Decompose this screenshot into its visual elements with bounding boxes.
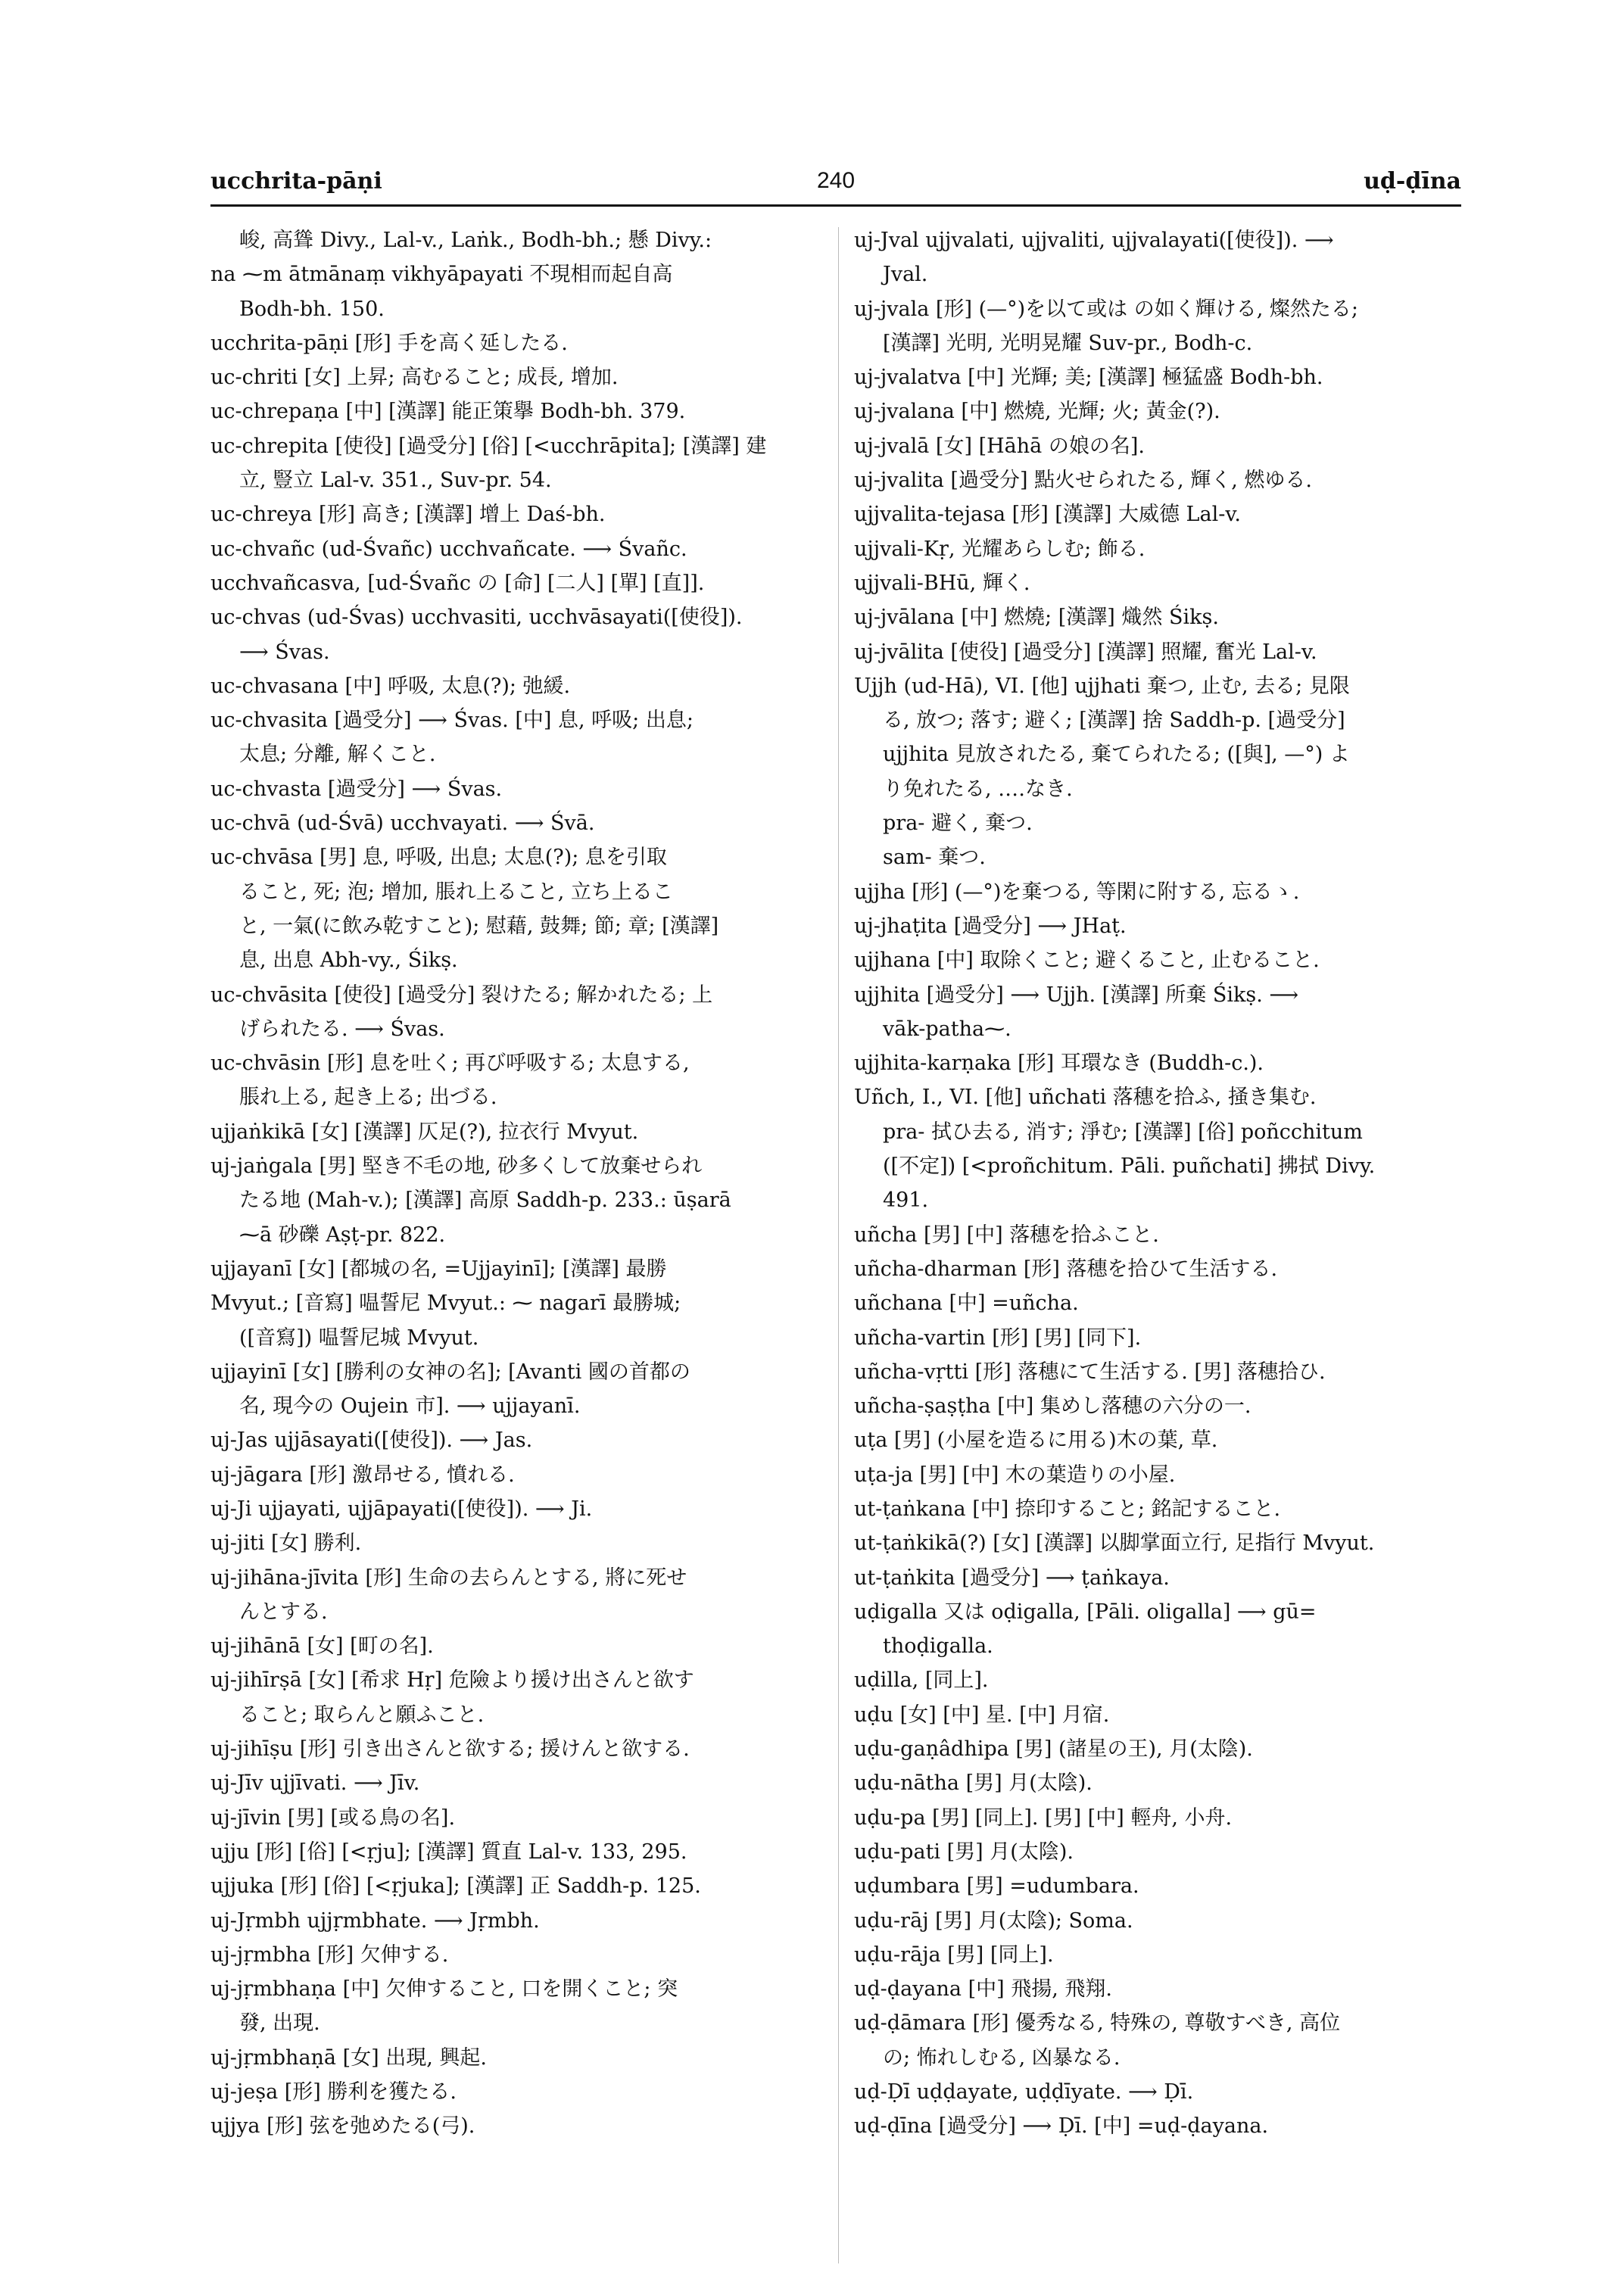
dictionary-line: uj-jvala [形] (—°)を以て或は の如く輝ける, 燦然たる;	[854, 297, 1358, 321]
header-rule	[210, 204, 1461, 207]
dictionary-line: ut-ṭaṅkikā(?) [女] [漢譯] 以脚掌面立行, 足指行 Mvyut.	[854, 1531, 1375, 1556]
page-header	[210, 168, 1461, 198]
dictionary-line: uñcha [男] [中] 落穗を拾ふこと.	[854, 1223, 1159, 1247]
dictionary-line: ujjvali-Kṛ, 光耀あらしむ; 飾る.	[854, 537, 1146, 561]
dictionary-line: uḍu [女] [中] 星. [中] 月宿.	[854, 1703, 1110, 1727]
dictionary-line: uj-jvālita [使役] [過受分] [漢譯] 照耀, 奮光 Lal-v.	[854, 640, 1317, 664]
dictionary-line: ut-ṭaṅkana [中] 捺印すること; 銘記すること.	[854, 1497, 1281, 1521]
dictionary-line: ⟶ Śvas.	[239, 640, 330, 664]
dictionary-line: ucchvañcasva, [ud-Śvañc の [命] [二人] [單] [直]].	[210, 571, 705, 595]
dictionary-line: uj-jhaṭita [過受分] ⟶ JHaṭ.	[854, 914, 1127, 938]
dictionary-line: uj-jaṅgala [男] 堅き不毛の地, 砂多くして放棄せられ	[210, 1154, 703, 1179]
dictionary-line: uj-jṛmbhaṇa [中] 欠伸すること, 口を開くこと; 突	[210, 1977, 678, 2002]
dictionary-line: ujjvali-BHū, 輝く.	[854, 571, 1030, 595]
dictionary-line: uṭa-ja [男] [中] 木の葉造りの小屋.	[854, 1463, 1176, 1487]
dictionary-line: 名, 現今の Oujein 市]. ⟶ ujjayanī.	[239, 1394, 581, 1419]
dictionary-line: uj-jeṣa [形] 勝利を獲たる.	[210, 2080, 457, 2105]
dictionary-line: uc-chrepita [使役] [過受分] [俗] [<ucchrāpita]; [漢譯] 建	[210, 434, 767, 458]
dictionary-line: uḍ-ḍayana [中] 飛揚, 飛翔.	[854, 1977, 1112, 2002]
dictionary-line: uj-jīvin [男] [或る鳥の名].	[210, 1805, 456, 1830]
dictionary-line: uj-jvalatva [中] 光輝; 美; [漢譯] 極猛盛 Bodh-bh.	[854, 366, 1323, 390]
dictionary-line: Mvyut.; [音寫] 嗢誓尼 Mvyut.: ⁓ nagarī 最勝城;	[210, 1291, 681, 1316]
dictionary-line: ujjaṅkikā [女] [漢譯] 仄足(?), 拉衣行 Mvyut.	[210, 1120, 639, 1144]
dictionary-line: uj-jihānā [女] [町の名].	[210, 1634, 434, 1659]
dictionary-line: sam- 棄つ.	[883, 846, 986, 870]
dictionary-line: uj-Jīv ujjīvati. ⟶ Jīv.	[210, 1771, 420, 1796]
dictionary-line: uḍilla, [同上].	[854, 1668, 989, 1693]
dictionary-line: uḍigalla 又は oḍigalla, [Pāli. oligalla] ⟶ gū=	[854, 1600, 1317, 1624]
dictionary-line: uc-chvāsa [男] 息, 呼吸, 出息; 太息(?); 息を引取	[210, 846, 667, 870]
dictionary-line: uḍu-gaṇâdhipa [男] (諸星の王), 月(太陰).	[854, 1737, 1253, 1762]
page-number: 240	[816, 168, 856, 193]
dictionary-line: ujjuka [形] [俗] [<ṛjuka]; [漢譯] 正 Saddh-p. 125.	[210, 1874, 701, 1899]
dictionary-line: 峻, 高聳 Divy., Lal-v., Laṅk., Bodh-bh.; 懸 Divy.:	[239, 229, 712, 252]
dictionary-line: ujjhana [中] 取除くこと; 避くること, 止むること.	[854, 949, 1320, 973]
dictionary-line: thoḍigalla.	[883, 1634, 993, 1659]
dictionary-line: uj-jvālana [中] 燃燒; [漢譯] 熾然 Śikṣ.	[854, 606, 1219, 630]
dictionary-line: pra- 拭ひ去る, 消す; 淨む; [漢譯] [俗] poñcchitum	[883, 1120, 1363, 1144]
dictionary-line: uj-jvalā [女] [Hāhā の娘の名].	[854, 434, 1145, 458]
dictionary-line: uc-chvā (ud-Śvā) ucchvayati. ⟶ Śvā.	[210, 812, 595, 836]
dictionary-line: uḍu-rāj [男] 月(太陰); Soma.	[854, 1908, 1133, 1933]
dictionary-line: uḍu-pati [男] 月(太陰).	[854, 1840, 1074, 1864]
dictionary-line: uc-chvasita [過受分] ⟶ Śvas. [中] 息, 呼吸; 出息;	[210, 709, 694, 733]
dictionary-line: ujjya [形] 弦を弛めたる(弓).	[210, 2114, 475, 2139]
dictionary-line: uc-chvāsita [使役] [過受分] 裂けたる; 解かれたる; 上	[210, 983, 713, 1007]
dictionary-line: uj-jvalita [過受分] 點火せられたる, 輝く, 燃ゆる.	[854, 469, 1312, 493]
column-separator	[838, 227, 839, 2263]
dictionary-line: vāk-patha⁓.	[883, 1017, 1011, 1041]
dictionary-line: uñcha-ṣaṣṭha [中] 集めし落穗の六分の一.	[854, 1394, 1252, 1419]
dictionary-line: ut-ṭaṅkita [過受分] ⟶ ṭaṅkaya.	[854, 1566, 1170, 1590]
dictionary-line: ること, 死; 泡; 增加, 脹れ上ること, 立ち上るこ	[239, 880, 673, 904]
dictionary-line: の; 怖れしむる, 凶暴なる.	[883, 2045, 1121, 2070]
dictionary-line: uj-jihīrṣā [女] [希求 Hṛ] 危險より援け出さんと欲す	[210, 1668, 694, 1693]
dictionary-line: ujjayinī [女] [勝利の女神の名]; [Avanti 國の首都の	[210, 1360, 690, 1384]
dictionary-line: uj-Jṛmbh ujjṛmbhate. ⟶ Jṛmbh.	[210, 1908, 540, 1933]
dictionary-line: uḍ-ḍāmara [形] 優秀なる, 特殊の, 尊敬すべき, 高位	[854, 2011, 1341, 2036]
dictionary-line: uc-chvāsin [形] 息を吐く; 再び呼吸する; 太息する,	[210, 1051, 690, 1076]
left-column	[210, 223, 822, 2144]
dictionary-line: uj-jāgara [形] 激昂せる, 憤れる.	[210, 1463, 515, 1487]
dictionary-line: ujjhita [過受分] ⟶ Ujjh. [漢譯] 所棄 Śikṣ. ⟶	[854, 983, 1299, 1007]
dictionary-line: uc-chvasta [過受分] ⟶ Śvas.	[210, 777, 503, 801]
dictionary-line: uj-Jas ujjāsayati([使役]). ⟶ Jas.	[210, 1428, 533, 1453]
dictionary-line: ([不定]) [<proñchitum. Pāli. puñchati] 拂拭 Divy.	[883, 1154, 1376, 1179]
dictionary-line: ujjayanī [女] [都城の名, =Ujjayinī]; [漢譯] 最勝	[210, 1257, 667, 1281]
dictionary-line: uṭa [男] (小屋を造るに用る)木の葉, 草.	[854, 1428, 1218, 1453]
dictionary-line: ujjha [形] (—°)を棄つる, 等閑に附する, 忘るゝ.	[854, 880, 1300, 904]
dictionary-line: 太息; 分離, 解くこと.	[239, 743, 436, 767]
dictionary-line: Ujjh (ud-Hā), VI. [他] ujjhati 棄つ, 止む, 去る; 見限	[854, 674, 1350, 698]
dictionary-line: uḍu-nātha [男] 月(太陰).	[854, 1771, 1093, 1796]
dictionary-line: る, 放つ; 落す; 避く; [漢譯] 捨 Saddh-p. [過受分]	[883, 709, 1345, 733]
dictionary-line: pra- 避く, 棄つ.	[883, 812, 1033, 836]
dictionary-line: uḍ-ḍīna [過受分] ⟶ Ḍī. [中] =uḍ-ḍayana.	[854, 2114, 1269, 2139]
dictionary-line: 491.	[883, 1189, 929, 1213]
dictionary-line: uj-Ji ujjayati, ujjāpayati([使役]). ⟶ Ji.	[210, 1497, 593, 1521]
dictionary-line: uc-chvasana [中] 呼吸, 太息(?); 弛緩.	[210, 674, 571, 698]
dictionary-line: uj-jihīṣu [形] 引き出さんと欲する; 援けんと欲する.	[210, 1737, 690, 1762]
dictionary-line: 息, 出息 Abh-vy., Śikṣ.	[239, 949, 458, 973]
dictionary-line: uj-Jval ujjvalati, ujjvaliti, ujjvalayati([使役]). ⟶	[854, 229, 1334, 252]
dictionary-line: と, 一氣(に飲み乾すこと); 慰藉, 鼓舞; 節; 章; [漢譯]	[239, 914, 719, 938]
dictionary-line: り免れたる, ‥‥なき.	[883, 777, 1073, 801]
dictionary-line: uḍ-Ḍī uḍḍayate, uḍḍīyate. ⟶ Ḍī.	[854, 2080, 1194, 2105]
dictionary-line: uc-chrepaṇa [中] [漢譯] 能正策擧 Bodh-bh. 379.	[210, 400, 686, 424]
dictionary-line: uñcha-dharman [形] 落穗を拾ひて生活する.	[854, 1257, 1278, 1281]
header-left-guideword: ucchrita-pāṇi	[210, 168, 382, 195]
dictionary-line: uḍu-pa [男] [同上]. [男] [中] 輕舟, 小舟.	[854, 1805, 1233, 1830]
dictionary-line: Uñch, I., VI. [他] uñchati 落穗を拾ふ, 掻き集む.	[854, 1086, 1317, 1110]
dictionary-line: Bodh-bh. 150.	[239, 297, 385, 321]
dictionary-line: Jval.	[883, 263, 928, 287]
dictionary-line: uc-chvas (ud-Śvas) ucchvasiti, ucchvāsayati([使役]).	[210, 606, 743, 630]
dictionary-line: uc-chriti [女] 上昇; 高むること; 成長, 增加.	[210, 366, 619, 390]
dictionary-line: 立, 豎立 Lal-v. 351., Suv-pr. 54.	[239, 469, 552, 493]
dictionary-line: uj-jṛmbhaṇā [女] 出現, 興起.	[210, 2045, 488, 2070]
dictionary-line: uñcha-vṛtti [形] 落穗にて生活する. [男] 落穗拾ひ.	[854, 1360, 1326, 1384]
dictionary-line: uḍu-rāja [男] [同上].	[854, 1943, 1054, 1967]
dictionary-line: uj-jiti [女] 勝利.	[210, 1531, 362, 1556]
dictionary-line: ujjhita-karṇaka [形] 耳環なき (Buddh-c.).	[854, 1051, 1264, 1076]
dictionary-line: uñchana [中] =uñcha.	[854, 1291, 1079, 1316]
dictionary-line: na ⁓m ātmānaṃ vikhyāpayati 不現相而起自高	[210, 263, 673, 287]
dictionary-line: んとする.	[239, 1600, 328, 1624]
dictionary-line: たる地 (Mah-v.); [漢譯] 高原 Saddh-p. 233.: ūṣarā	[239, 1189, 731, 1213]
dictionary-line: uḍumbara [男] =udumbara.	[854, 1874, 1139, 1899]
dictionary-line: ⁓ā 砂礫 Aṣṭ-pr. 822.	[239, 1223, 446, 1247]
dictionary-line: げられたる. ⟶ Śvas.	[239, 1017, 445, 1041]
dictionary-line: 發, 出現.	[239, 2011, 320, 2036]
dictionary-line: [漢譯] 光明, 光明晃耀 Suv-pr., Bodh-c.	[883, 331, 1253, 355]
right-column	[854, 223, 1466, 2144]
dictionary-line: uc-chvañc (ud-Śvañc) ucchvañcate. ⟶ Śvañc.	[210, 537, 687, 561]
header-right-guideword: uḍ-ḍīna	[1364, 168, 1461, 195]
dictionary-line: uj-jvalana [中] 燃燒, 光輝; 火; 黃金(?).	[854, 400, 1220, 424]
dictionary-line: uj-jṛmbha [形] 欠伸する.	[210, 1943, 449, 1967]
dictionary-line: ([音寫]) 嗢誓尼城 Mvyut.	[239, 1326, 479, 1350]
dictionary-line: ucchrita-pāṇi [形] 手を高く延したる.	[210, 331, 568, 355]
dictionary-line: uj-jihāna-jīvita [形] 生命の去らんとする, 將に死せ	[210, 1566, 687, 1590]
dictionary-line: ること; 取らんと願ふこと.	[239, 1703, 485, 1727]
dictionary-line: uc-chreya [形] 高き; [漢譯] 增上 Daś-bh.	[210, 503, 606, 527]
dictionary-line: 脹れ上る, 起き上る; 出づる.	[239, 1086, 497, 1110]
dictionary-line: ujju [形] [俗] [<ṛju]; [漢譯] 質直 Lal-v. 133, 295.	[210, 1840, 687, 1864]
dictionary-line: ujjhita 見放されたる, 棄てられたる; ([與], —°) よ	[883, 743, 1350, 767]
dictionary-line: uñcha-vartin [形] [男] [同下].	[854, 1326, 1142, 1350]
dictionary-line: ujjvalita-tejasa [形] [漢譯] 大威德 Lal-v.	[854, 503, 1241, 527]
